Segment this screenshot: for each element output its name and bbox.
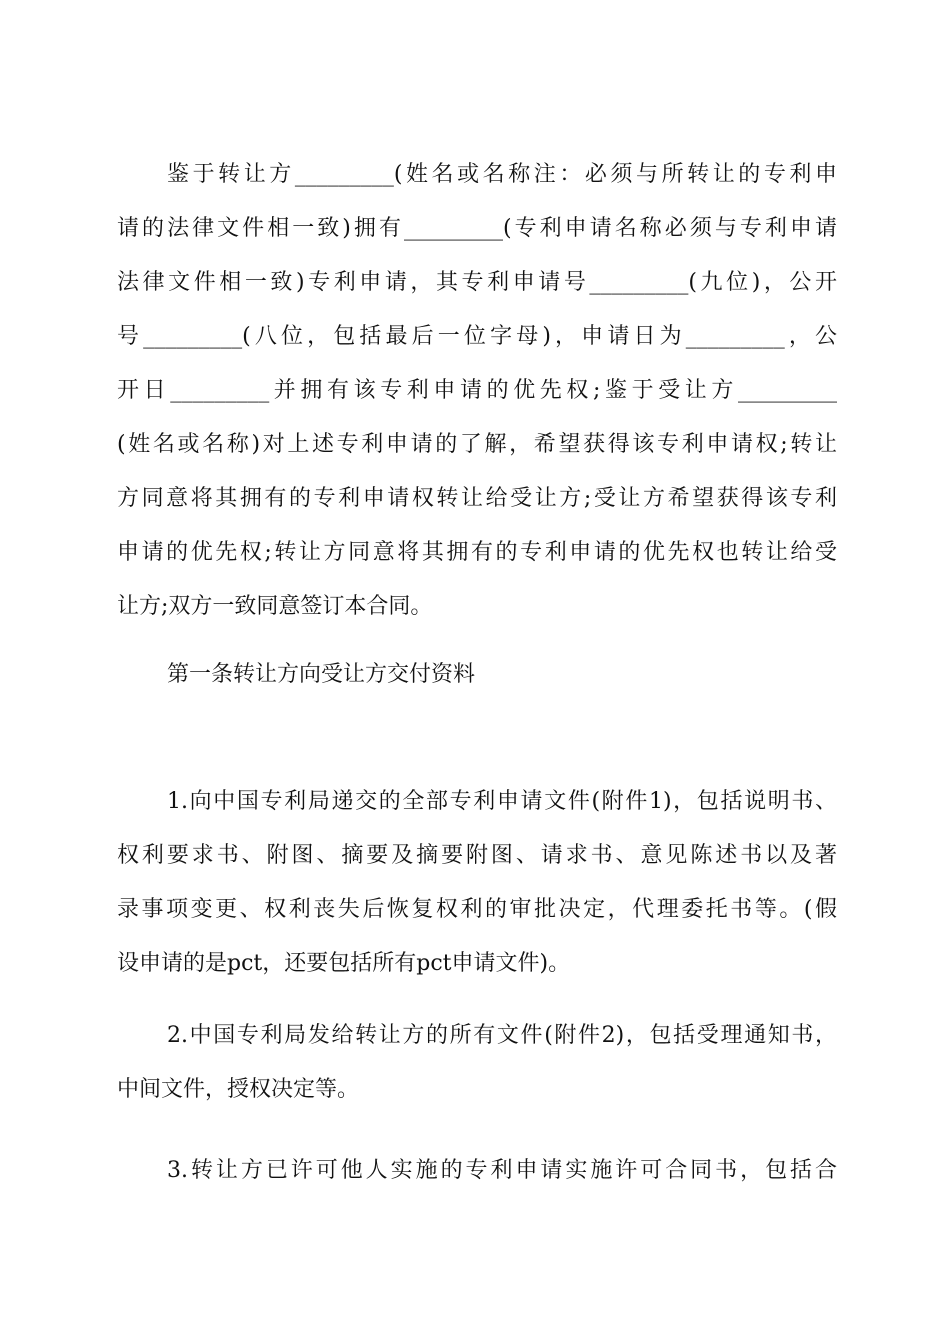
- list-item-2: [117, 1009, 837, 1117]
- text-line: 3.转让方已许可他人实施的专利申请实施许可合同书，包括合: [167, 1158, 837, 1183]
- preamble-paragraph: [117, 148, 837, 634]
- text-line: 请的法律文件相一致)拥有_________(专利申请名称必须与专利申请: [117, 216, 837, 241]
- text-line: 设申请的是pct，还要包括所有pct申请文件)。: [117, 951, 571, 976]
- text-line: 鉴于转让方_________(姓名或名称注：必须与所转让的专利申: [167, 162, 837, 187]
- text-line: 号_________(八位，包括最后一位字母)，申请日为_________，公: [117, 324, 837, 349]
- list-item-3: [117, 1144, 837, 1198]
- text-line: 法律文件相一致)专利申请，其专利申请号_________(九位)，公开: [117, 270, 837, 295]
- text-line: 申请的优先权;转让方同意将其拥有的专利申请的优先权也转让给受: [117, 540, 837, 565]
- text-line: 1.向中国专利局递交的全部专利申请文件(附件1)，包括说明书、: [167, 789, 837, 814]
- text-line: 2.中国专利局发给转让方的所有文件(附件2)，包括受理通知书，: [167, 1023, 837, 1048]
- article-heading: [117, 648, 837, 702]
- text-line: 录事项变更、权利丧失后恢复权利的审批决定，代理委托书等。(假: [117, 897, 837, 922]
- text-line: 开日_________并拥有该专利申请的优先权;鉴于受让方_________: [117, 378, 837, 403]
- text-line: 中间文件，授权决定等。: [117, 1077, 360, 1102]
- list-item-1: [117, 775, 837, 991]
- text-line: 权利要求书、附图、摘要及摘要附图、请求书、意见陈述书以及著: [117, 843, 837, 868]
- text-line: (姓名或名称)对上述专利申请的了解，希望获得该专利申请权;转让: [117, 432, 837, 457]
- heading-line: 第一条转让方向受让方交付资料: [167, 662, 476, 687]
- text-line: 方同意将其拥有的专利申请权转让给受让方;受让方希望获得该专利: [117, 486, 837, 511]
- text-line: 让方;双方一致同意签订本合同。: [117, 594, 433, 619]
